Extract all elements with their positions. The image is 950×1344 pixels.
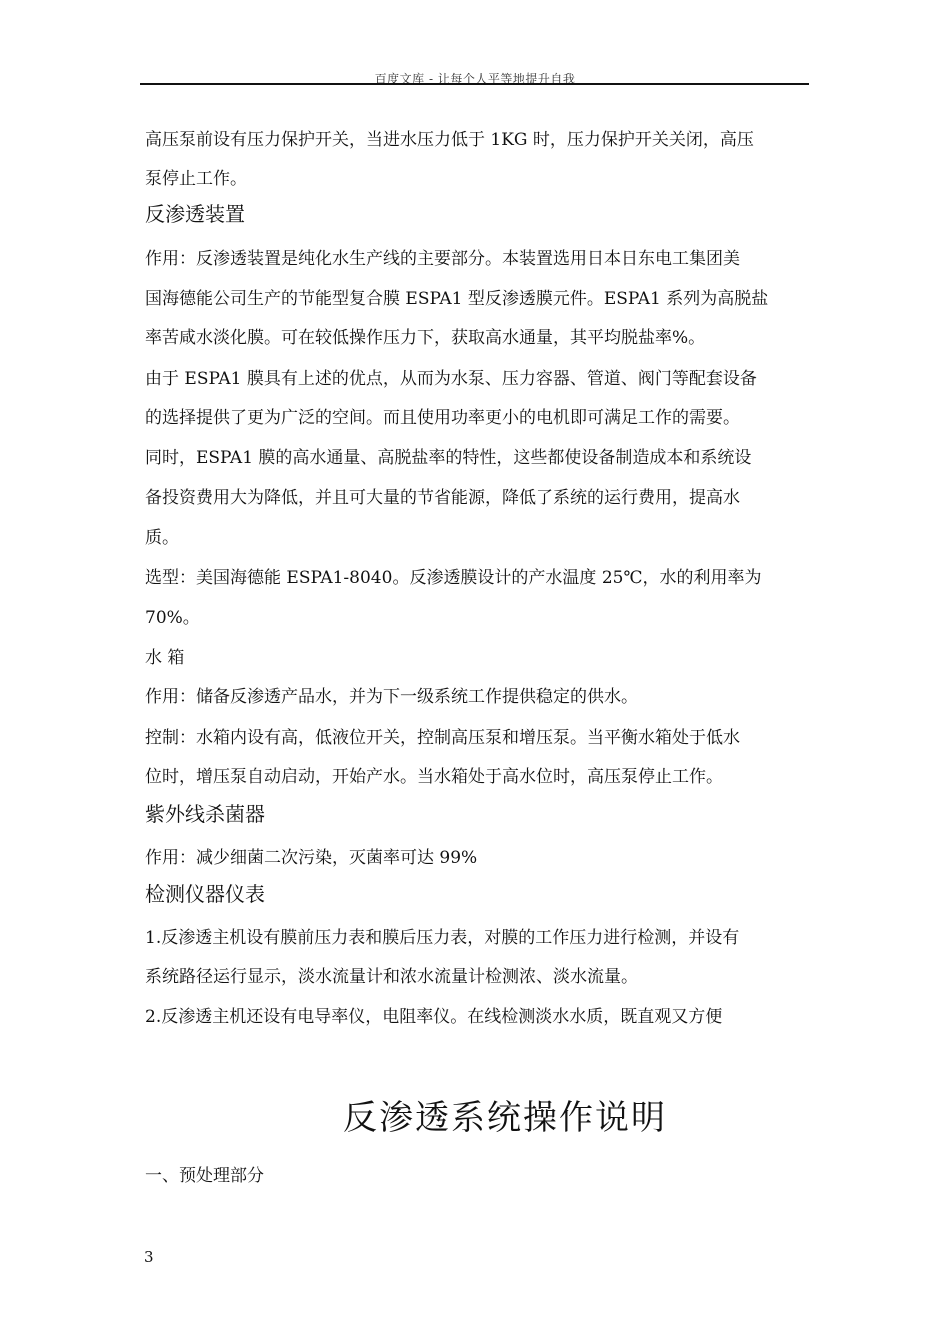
paragraph-line: 选型：美国海德能 ESPA1-8040。反渗透膜设计的产水温度 25℃，水的利用率为 — [145, 568, 762, 588]
paragraph-line: 国海德能公司生产的节能型复合膜 ESPA1 型反渗透膜元件。ESPA1 系列为高脱盐 — [145, 289, 769, 309]
header-rule — [140, 83, 809, 85]
heading-ro-device: 反渗透装置 — [145, 202, 245, 226]
paragraph-line: 同时，ESPA1 膜的高水通量、高脱盐率的特性，这些都使设备制造成本和系统设 — [145, 448, 752, 468]
paragraph-line: 率苦咸水淡化膜。可在较低操作压力下，获取高水通量，其平均脱盐率%。 — [145, 328, 706, 348]
paragraph-line: 高压泵前设有压力保护开关，当进水压力低于 1KG 时，压力保护开关关闭，高压 — [145, 130, 754, 150]
paragraph-line: 70%。 — [145, 608, 200, 628]
header-text: 百度文库 - 让每个人平等地提升自我 — [374, 72, 576, 86]
paragraph-line: 1.反渗透主机设有膜前压力表和膜后压力表，对膜的工作压力进行检测，并设有 — [145, 928, 740, 948]
heading-water-tank: 水 箱 — [145, 648, 185, 668]
paragraph-line: 的选择提供了更为广泛的空间。而且使用功率更小的电机即可满足工作的需要。 — [145, 408, 740, 428]
paragraph-line: 质。 — [145, 528, 179, 548]
paragraph-line: 系统路径运行显示，淡水流量计和浓水流量计检测浓、淡水流量。 — [145, 967, 638, 987]
heading-instruments: 检测仪器仪表 — [145, 882, 265, 906]
page-number: 3 — [144, 1248, 154, 1266]
document-title: 反渗透系统操作说明 — [343, 1098, 667, 1138]
paragraph-line: 作用：储备反渗透产品水，并为下一级系统工作提供稳定的供水。 — [145, 687, 638, 707]
paragraph-line: 由于 ESPA1 膜具有上述的优点，从而为水泵、压力容器、管道、阀门等配套设备 — [145, 369, 757, 389]
paragraph-line: 备投资费用大为降低，并且可大量的节省能源，降低了系统的运行费用，提高水 — [145, 488, 740, 508]
paragraph-line: 位时，增压泵自动启动，开始产水。当水箱处于高水位时，高压泵停止工作。 — [145, 767, 723, 787]
paragraph-line: 作用：反渗透装置是纯化水生产线的主要部分。本装置选用日本日东电工集团美 — [145, 249, 740, 269]
paragraph-line: 控制：水箱内设有高，低液位开关，控制高压泵和增压泵。当平衡水箱处于低水 — [145, 728, 740, 748]
paragraph-line: 作用：减少细菌二次污染，灭菌率可达 99% — [145, 848, 478, 868]
paragraph-line: 2.反渗透主机还设有电导率仪，电阻率仪。在线检测淡水水质，既直观又方便 — [145, 1007, 723, 1027]
paragraph-line: 泵停止工作。 — [145, 169, 247, 189]
section-heading: 一、预处理部分 — [145, 1166, 264, 1186]
heading-uv-sterilizer: 紫外线杀菌器 — [145, 802, 265, 826]
